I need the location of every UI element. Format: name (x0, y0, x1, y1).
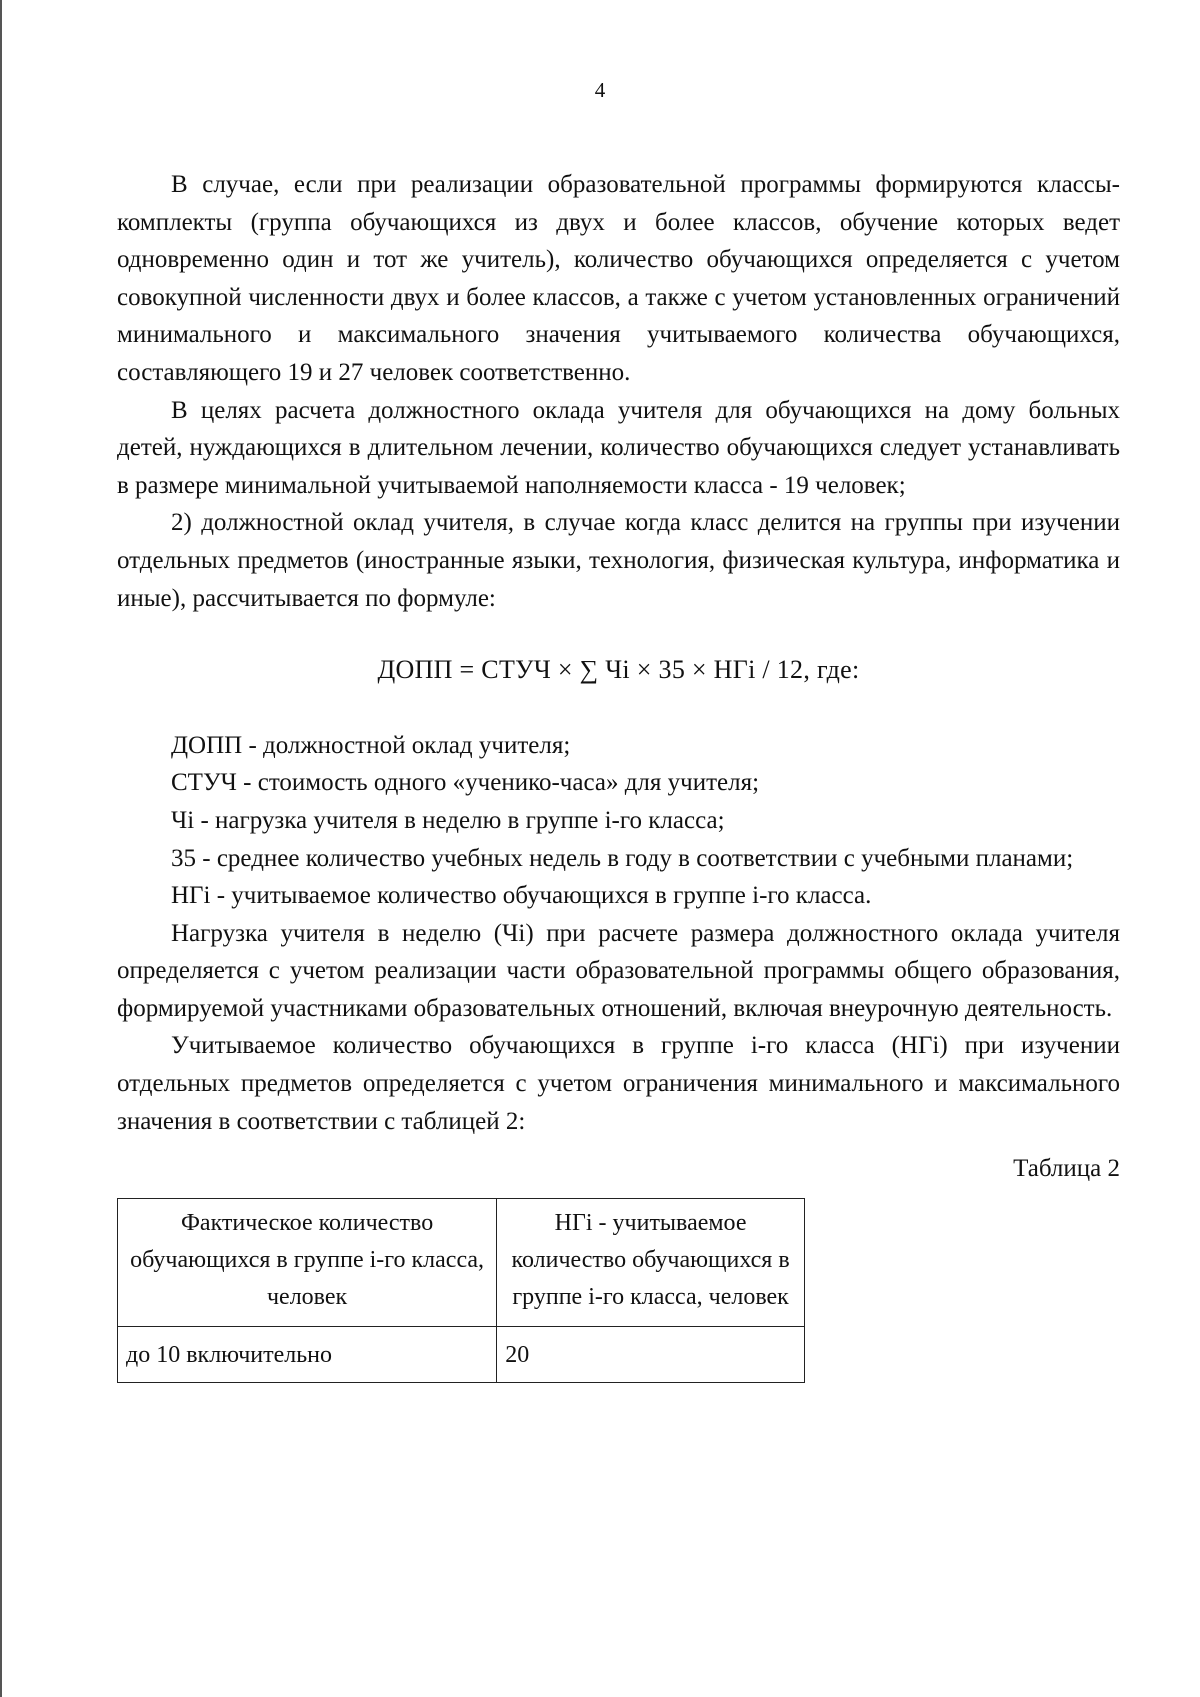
table-cell-counted-count: 20 (497, 1326, 805, 1382)
page-number: 4 (594, 78, 606, 102)
document-body (117, 166, 1120, 1383)
paragraph-home-schooling: В целях расчета должностного оклада учителя для обучающихся на дому больных детей, нуждающихся в длительном лечении, количество обучающихся следует устанавливать в размере минимальной учитываемой наполняемости класса - 19 человек; (117, 396, 1120, 499)
page-left-edge (0, 0, 2, 1697)
definition-ngi: НГi - учитываемое количество обучающихся в группе i-го класса. (171, 882, 872, 910)
table-caption: Таблица 2 (1013, 1155, 1120, 1183)
paragraph-table-intro: Учитываемое количество обучающихся в группе i-го класса (НГi) при изучении отдельных предметов определяется с учетом ограничения минимального и максимального значения в соответствии с таблицей 2: (117, 1032, 1120, 1135)
table-cell-actual-count: до 10 включительно (118, 1326, 497, 1382)
paragraph-class-complex: В случае, если при реализации образовательной программы формируются классы-комплекты (группа обучающихся из двух и более классов, обучение которых ведет одновременно один и тот же учитель), количество обучающихся определяется с учетом совокупной численности двух и более классов, а также с учетом установленных ограничений минимального и максимального значения учитываемого количества обучающихся, составляющего 19 и 27 человек соответственно. (117, 171, 1120, 386)
definition-chi: Чi - нагрузка учителя в неделю в группе i-го класса; (171, 806, 725, 834)
paragraph-group-formula-intro: 2) должностной оклад учителя, в случае когда класс делится на группы при изучении отдельных предметов (иностранные языки, технология, физическая культура, информатика и иные), рассчитывается по формуле: (117, 509, 1120, 612)
salary-formula: ДОПП = СТУЧ × ∑ Чi × 35 × НГi / 12, где: (377, 655, 860, 685)
table-header-row (118, 1198, 805, 1326)
table-header-counted-count: НГi - учитываемое количество обучающихся в группе i-го класса, человек (497, 1198, 805, 1326)
definition-stuch: СТУЧ - стоимость одного «ученико-часа» для учителя; (171, 769, 760, 797)
table-header-actual-count: Фактическое количество обучающихся в группе i-го класса, человек (118, 1198, 497, 1326)
definition-dopp: ДОПП - должностной оклад учителя; (171, 731, 571, 759)
student-count-table (117, 1198, 805, 1383)
paragraph-teacher-load: Нагрузка учителя в неделю (Чi) при расчете размера должностного оклада учителя определяется с учетом реализации части образовательной программы общего образования, формируемой участниками образовательных отношений, включая внеурочную деятельность. (117, 919, 1120, 1022)
definition-weeks: 35 - среднее количество учебных недель в году в соответствии с учебными планами; (171, 844, 1074, 872)
table-row (118, 1326, 805, 1382)
